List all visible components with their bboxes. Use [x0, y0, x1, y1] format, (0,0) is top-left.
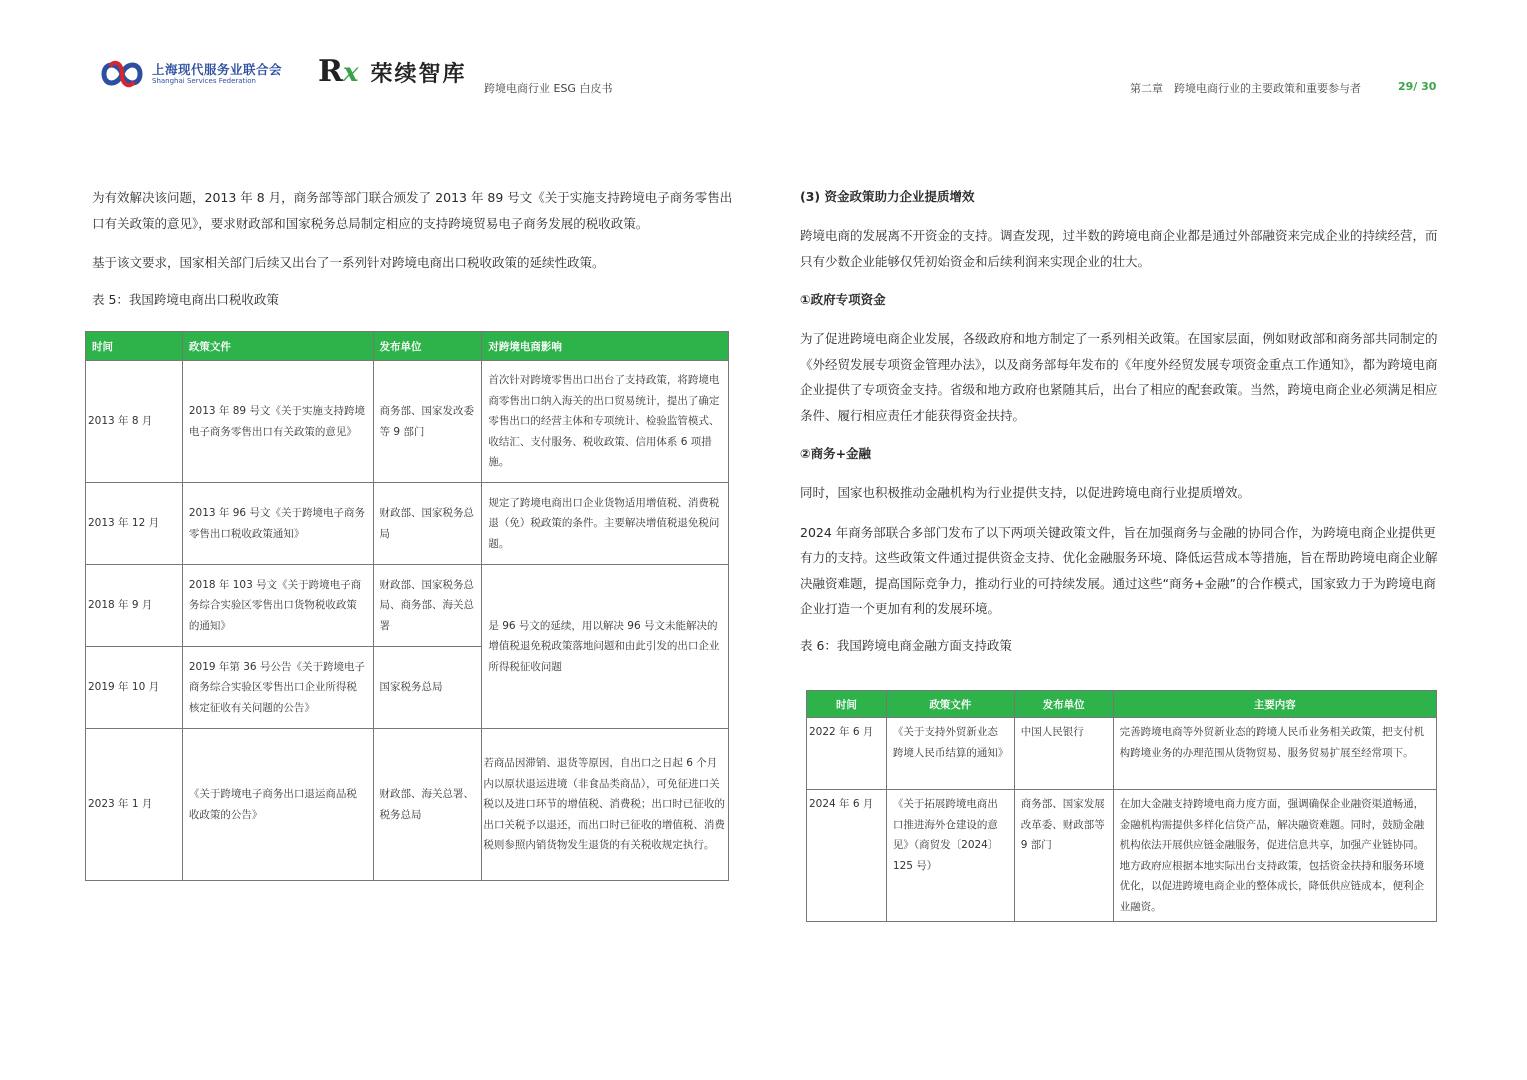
table-header: 政策文件: [182, 332, 373, 361]
unit-cell: 国家税务总局: [373, 647, 482, 729]
table-header: 主要内容: [1113, 691, 1436, 718]
unit-cell: 财政部、海关总署、税务总局: [373, 729, 482, 881]
chapter-title: 第二章 跨境电商行业的主要政策和重要参与者: [1130, 82, 1361, 95]
ssf-logo-icon: [100, 56, 144, 92]
rongxu-name: 荣续智库: [370, 62, 467, 87]
table-header: 时间: [807, 691, 887, 718]
subheading-2: ②商务+金融: [800, 446, 872, 461]
time-cell: 2018 年 9 月: [86, 565, 183, 647]
page-header: [0, 0, 1527, 110]
doc-cell: 2013 年 89 号文《关于实施支持跨境电子商务零售出口有关政策的意见》: [182, 361, 373, 483]
left-column: [92, 185, 742, 326]
ssf-name-cn: 上海现代服务业联合会: [152, 62, 283, 77]
unit-cell: 商务部、国家发展改革委、财政部等 9 部门: [1014, 790, 1113, 922]
impact-cell: 是 96 号文的延续，用以解决 96 号文未能解决的增值税退免税政策落地问题和由此引发的出口企业所得税征收问题: [482, 565, 729, 729]
unit-cell: 财政部、国家税务总局: [373, 483, 482, 565]
time-cell: 2013 年 12 月: [86, 483, 183, 565]
table5: [85, 331, 729, 881]
table-header-row: [86, 332, 729, 361]
table-row: [807, 718, 1437, 790]
unit-cell: 商务部、国家发改委等 9 部门: [373, 361, 482, 483]
table-header: 发布单位: [373, 332, 482, 361]
right-column: [800, 185, 1444, 672]
time-cell: 2023 年 1 月: [86, 729, 183, 881]
table-row: [86, 565, 729, 647]
unit-cell: 中国人民银行: [1014, 718, 1113, 790]
content-cell: 在加大金融支持跨境电商力度方面，强调确保企业融资渠道畅通，金融机构需提供多样化信贷产品，解决融资难题。同时，鼓励金融机构依法开展供应链金融服务，促进信息共享，加强产业链协同。地方政府应根据本地实际出台支持政策，包括资金扶持和服务环境优化，以促进跨境电商企业的整体成长，降低供应链成本，便利企业融资。: [1113, 790, 1436, 922]
table-row: [86, 361, 729, 483]
table-header: 发布单位: [1014, 691, 1113, 718]
left-paragraph-2: 基于该文要求，国家相关部门后续又出台了一系列针对跨境电商出口税收政策的延续性政策。: [92, 255, 605, 270]
right-paragraph-3: 同时，国家也积极推动金融机构为行业提供支持，以促进跨境电商行业提质增效。: [800, 485, 1251, 500]
doc-cell: 2013 年 96 号文《关于跨境电子商务零售出口税收政策通知》: [182, 483, 373, 565]
table-row: [86, 483, 729, 565]
document-title: 跨境电商行业 ESG 白皮书: [484, 82, 613, 95]
time-cell: 2019 年 10 月: [86, 647, 183, 729]
table-header-row: [807, 691, 1437, 718]
table-row: [807, 790, 1437, 922]
right-paragraph-1: 跨境电商的发展离不开资金的支持。调查发现，过半数的跨境电商企业都是通过外部融资来完成企业的持续经营，而只有少数企业能够仅凭初始资金和后续利润来实现企业的壮大。: [800, 228, 1438, 269]
table-row: [86, 729, 729, 881]
left-paragraph-1: 为有效解决该问题，2013 年 8 月，商务部等部门联合颁发了 2013 年 89 号文《关于实施支持跨境电子商务零售出口有关政策的意见》，要求财政部和国家税务总局制定相应的支持跨境贸易电子商务发展的税收政策。: [92, 190, 733, 231]
doc-cell: 2019 年第 36 号公告《关于跨境电子商务综合实验区零售出口企业所得税核定征收有关问题的公告》: [182, 647, 373, 729]
time-cell: 2013 年 8 月: [86, 361, 183, 483]
table-header: 对跨境电商影响: [482, 332, 729, 361]
page-number: 29/ 30: [1398, 80, 1437, 93]
table-header: 政策文件: [886, 691, 1014, 718]
table6-caption: 表 6：我国跨境电商金融方面支持政策: [800, 637, 1012, 653]
table6: [806, 690, 1437, 922]
unit-cell: 财政部、国家税务总局、商务部、海关总署: [373, 565, 482, 647]
ssf-name-en: Shanghai Services Federation: [152, 77, 256, 85]
right-paragraph-4: 2024 年商务部联合多部门发布了以下两项关键政策文件，旨在加强商务与金融的协同合作，为跨境电商企业提供更有力的支持。这些政策文件通过提供资金支持、优化金融服务环境、降低运营成本等措施，旨在帮助跨境电商企业解决融资难题，提高国际竞争力，推动行业的可持续发展。通过这些“商务+金融”的合作模式，国家致力于为跨境电商企业打造一个更加有利的发展环境。: [800, 524, 1438, 616]
impact-cell: 首次针对跨境零售出口出台了支持政策，将跨境电商零售出口纳入海关的出口贸易统计，提出了确定零售出口的经营主体和专项统计、检验监管模式、收结汇、支付服务、税收政策、信用体系 6 项措施。: [482, 361, 729, 483]
rongxu-logo-mark: Rx: [318, 54, 359, 89]
table5-caption: 表 5：我国跨境电商出口税收政策: [92, 291, 279, 307]
impact-cell: 规定了跨境电商出口企业货物适用增值税、消费税退（免）税政策的条件。主要解决增值税退免税问题。: [482, 483, 729, 565]
right-paragraph-2: 为了促进跨境电商企业发展，各级政府和地方制定了一系列相关政策。在国家层面，例如财政部和商务部共同制定的《外经贸发展专项资金管理办法》，以及商务部每年发布的《年度外经贸发展专项资金重点工作通知》，都为跨境电商企业提供了专项资金支持。省级和地方政府也紧随其后，出台了相应的配套政策。当然，跨境电商企业必须满足相应条件、履行相应责任才能获得资金扶持。: [800, 331, 1438, 423]
doc-cell: 2018 年 103 号文《关于跨境电子商务综合实验区零售出口货物税收政策的通知》: [182, 565, 373, 647]
impact-cell: 若商品因滞销、退货等原因，自出口之日起 6 个月内以原状退运进境（非食品类商品），可免征进口关税以及进口环节的增值税、消费税；出口时已征收的出口关税予以退还，而出口时已征收的增值税、消费税则参照内销货物发生退货的有关税收规定执行。: [482, 729, 729, 881]
doc-cell: 《关于支持外贸新业态跨境人民币结算的通知》: [886, 718, 1014, 790]
time-cell: 2024 年 6 月: [807, 790, 887, 922]
doc-cell: 《关于拓展跨境电商出口推进海外仓建设的意见》（商贸发〔2024〕125 号）: [886, 790, 1014, 922]
section-heading: (3) 资金政策助力企业提质增效: [800, 189, 975, 204]
subheading-1: ①政府专项资金: [800, 292, 886, 307]
table-header: 时间: [86, 332, 183, 361]
doc-cell: 《关于跨境电子商务出口退运商品税收政策的公告》: [182, 729, 373, 881]
time-cell: 2022 年 6 月: [807, 718, 887, 790]
ssf-logo: [100, 56, 282, 92]
content-cell: 完善跨境电商等外贸新业态的跨境人民币业务相关政策，把支付机构跨境业务的办理范围从货物贸易、服务贸易扩展至经常项下。: [1113, 718, 1436, 790]
rongxu-logo: [318, 56, 466, 89]
